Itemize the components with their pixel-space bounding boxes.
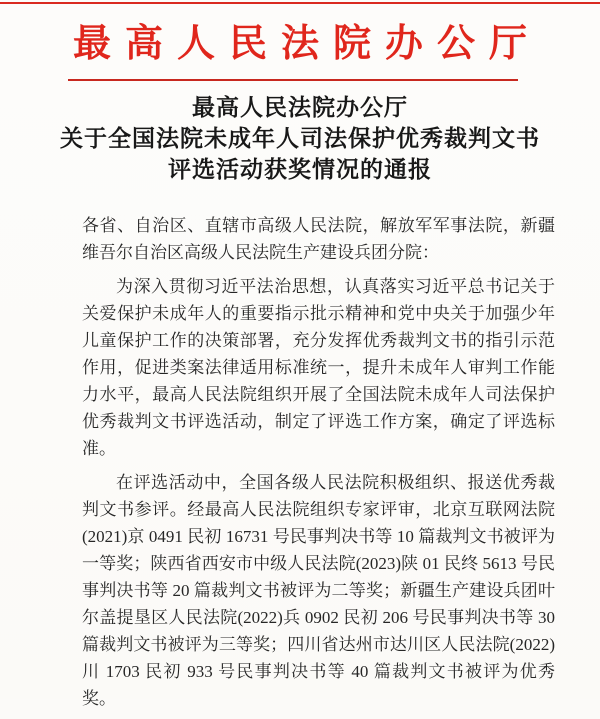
masthead-title: 最高人民法院办公厅: [72, 23, 541, 65]
paragraph-2: 在评选活动中，全国各级人民法院积极组织、报送优秀裁判文书参评。经最高人民法院组织专家评审，北京互联网法院(2021)京 0491 民初 16731 号民事判决书等 10 篇裁判文书被评为一等奖；陕西省西安市中级人民法院(2023)陕 01 民终 5613 号民事判决书等 20 篇裁判文书被评为二等奖；新疆生产建设兵团叶尔盖提垦区人民法院(2022)兵 0902 民初 206 号民事判决书等 30 篇裁判文书被评为三等奖；四川省达州市达川区人民法院(2022)川 1703 民初 933 号民事判决书等 40 篇裁判文书被评为优秀奖。: [82, 473, 555, 708]
paragraph-1: 为深入贯彻习近平法治思想，认真落实习近平总书记关于关爱保护未成年人的重要指示批示精神和党中央关于加强少年儿童保护工作的决策部署，充分发挥优秀裁判文书的指引示范作用，促进类案法律适用标准统一，提升未成年人审判工作能力水平，最高人民法院组织开展了全国法院未成年人司法保护优秀裁判文书评选活动，制定了评选工作方案，确定了评选标准。: [82, 277, 555, 458]
masthead-red-rule: [68, 79, 518, 81]
document-title: [0, 92, 600, 185]
document-title-line-3: 评选活动获奖情况的通报: [168, 157, 432, 182]
document-title-line-1: 最高人民法院办公厅: [192, 95, 408, 120]
salutation: 各省、自治区、直辖市高级人民法院，解放军军事法院，新疆维吾尔自治区高级人民法院生产建设兵团分院：: [82, 216, 555, 262]
top-red-rule: [0, 2, 600, 4]
document-body: [82, 212, 555, 719]
document-title-line-2: 关于全国法院未成年人司法保护优秀裁判文书: [60, 126, 540, 151]
